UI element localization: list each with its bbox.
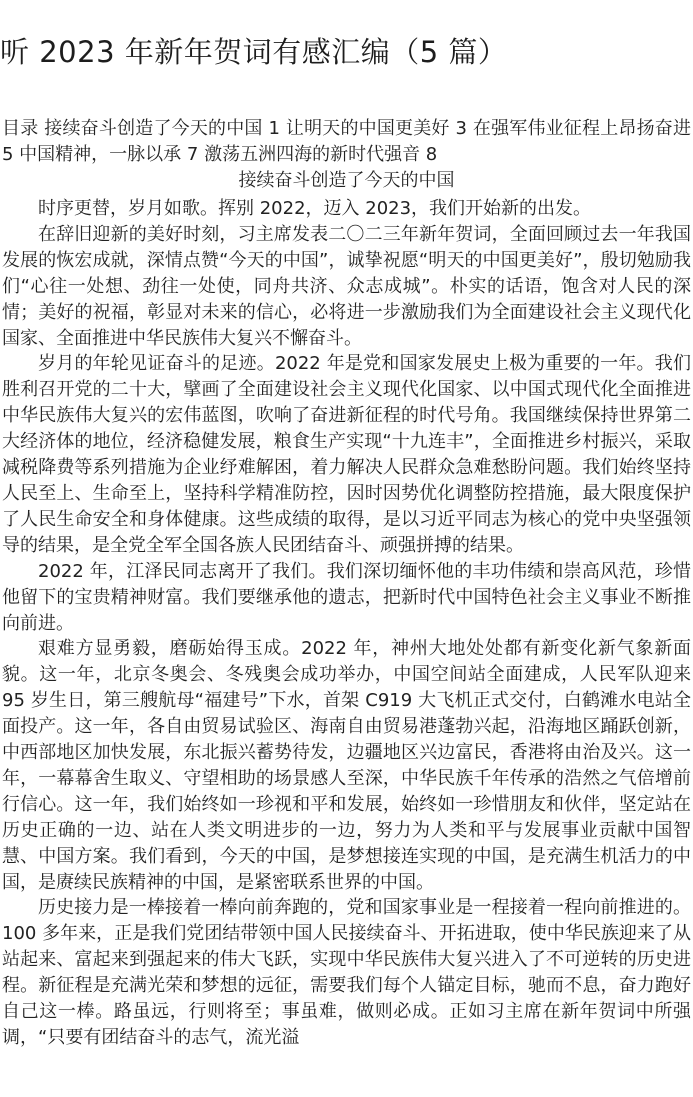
paragraph-2: 在辞旧迎新的美好时刻，习主席发表二〇二三年新年贺词，全面回顾过去一年我国发展的恢宏成就，深情点赞“今天的中国”，诚挚祝愿“明天的中国更美好”，殷切勉励我们“心往一处想、劲往一处使，同舟共济、众志成城”。朴实的话语，饱含对人民的深情；美好的祝福，彰显对未来的信心，必将进一步激励我们为全面建设社会主义现代化国家、全面推进中华民族伟大复兴不懈奋斗。 [2, 223, 691, 349]
document-title: 听 2023 年新年贺词有感汇编（5 篇） [0, 35, 508, 69]
paragraph-5: 艰难方显勇毅，磨砺始得玉成。2022 年，神州大地处处都有新变化新气象新面貌。这一年，北京冬奥会、冬残奥会成功举办，中国空间站全面建成，人民军队迎来 95 岁生日，第三艘航母“福建号”下水，首架 C919 大飞机正式交付，白鹤滩水电站全面投产。这一年，各自由贸易试验区、海南自由贸易港蓬勃兴起，沿海地区踊跃创新，中西部地区加快发展，东北振兴蓄势待发，边疆地区兴边富民，香港将由治及兴。这一年，一幕幕舍生取义、守望相助的场景感人至深，中华民族千年传承的浩然之气倍增前行信心。这一年，我们始终如一珍视和平和发展，始终如一珍惜朋友和伙伴，坚定站在历史正确的一边、站在人类文明进步的一边，努力为人类和平与发展事业贡献中国智慧、中国方案。我们看到，今天的中国，是梦想接连实现的中国，是充满生机活力的中国，是赓续民族精神的中国，是紧密联系世界的中国。 [2, 638, 691, 893]
paragraph-3: 岁月的年轮见证奋斗的足迹。2022 年是党和国家发展史上极为重要的一年。我们胜利召开党的二十大，擘画了全面建设社会主义现代化国家、以中国式现代化全面推进中华民族伟大复兴的宏伟蓝图，吹响了奋进新征程的时代号角。我国继续保持世界第二大经济体的地位，经济稳健发展，粮食生产实现“十九连丰”，全面推进乡村振兴，采取减税降费等系列措施为企业纾难解困，着力解决人民群众急难愁盼问题。我们始终坚持人民至上、生命至上，坚持科学精准防控，因时因势优化调整防控措施，最大限度保护了人民生命安全和身体健康。这些成绩的取得，是以习近平同志为核心的党中央坚强领导的结果，是全党全军全国各族人民团结奋斗、顽强拼搏的结果。 [2, 353, 691, 556]
article-body [2, 196, 691, 1051]
paragraph-4: 2022 年，江泽民同志离开了我们。我们深切缅怀他的丰功伟绩和崇高风范，珍惜他留下的宝贵精神财富。我们要继承他的遗志，把新时代中国特色社会主义事业不断推向前进。 [2, 560, 691, 634]
section-heading: 接续奋斗创造了今天的中国 [238, 170, 455, 191]
paragraph-1: 时序更替，岁月如歌。挥别 2022，迈入 2023，我们开始新的出发。 [38, 198, 592, 219]
table-of-contents: 目录 接续奋斗创造了今天的中国 1 让明天的中国更美好 3 在强军伟业征程上昂扬奋进 5 中国精神，一脉以承 7 激荡五洲四海的新时代强音 8 [2, 118, 691, 165]
paragraph-6: 历史接力是一棒接着一棒向前奔跑的，党和国家事业是一程接着一程向前推进的。100 多年来，正是我们党团结带领中国人民接续奋斗、开拓进取，使中华民族迎来了从站起来、富起来到强起来的伟大飞跃，实现中华民族伟大复兴进入了不可逆转的历史进程。新征程是充满光荣和梦想的远征，需要我们每个人锚定目标，驰而不息，奋力跑好自己这一棒。路虽远，行则将至；事虽难，做则必成。正如习主席在新年贺词中所强调，“只要有团结奋斗的志气，流光溢 [2, 897, 691, 1048]
